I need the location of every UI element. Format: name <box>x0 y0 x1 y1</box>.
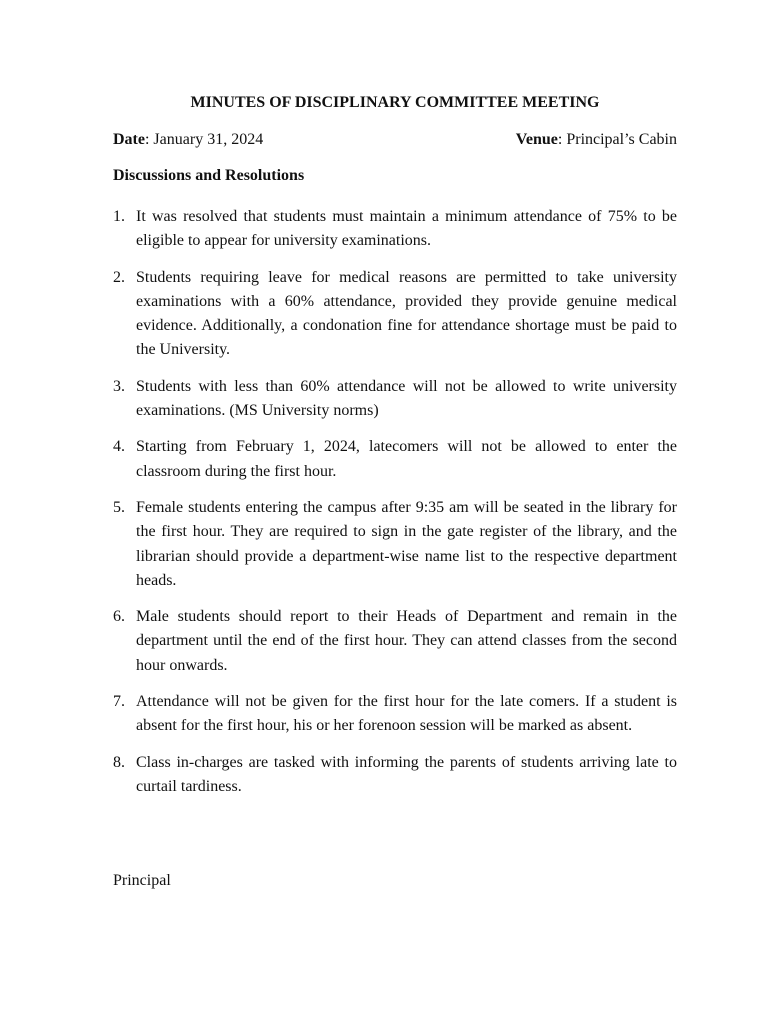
item-text: Female students entering the campus after 9:35 am will be seated in the library for the first hour. They are required to sign in the gate register of the library, and the librarian should provide a department-wise name list to the respective department heads. <box>136 498 677 589</box>
resolution-item <box>113 690 677 739</box>
resolution-list <box>113 205 677 811</box>
venue-label: Venue <box>515 131 558 148</box>
resolution-item <box>113 266 677 363</box>
item-text: Starting from February 1, 2024, latecomers will not be allowed to enter the classroom during the first hour. <box>136 438 677 480</box>
meeting-meta <box>113 131 677 149</box>
item-number: 6. <box>113 608 125 626</box>
item-number: 4. <box>113 438 125 456</box>
item-text: Students with less than 60% attendance will not be allowed to write university examinations. (MS University norms) <box>136 377 677 420</box>
item-text: Attendance will not be given for the first hour for the late comers. If a student is absent for the first hour, his or her forenoon session will be marked as absent. <box>136 693 677 735</box>
item-text: Students requiring leave for medical reasons are permitted to take university examinations with a 60% attendance, provided they provide genuine medical evidence. Additionally, a condonation fine for attendance shortage must be paid to the University. <box>136 268 677 359</box>
resolution-item <box>113 375 677 424</box>
meeting-date <box>113 131 263 149</box>
resolution-item <box>113 496 677 593</box>
item-number: 5. <box>113 498 125 516</box>
item-number: 8. <box>113 753 125 771</box>
signature-principal: Principal <box>113 872 171 889</box>
resolution-item <box>113 205 677 254</box>
item-text: It was resolved that students must maintain a minimum attendance of 75% to be eligible to appear for university examinations. <box>136 208 677 250</box>
resolution-item <box>113 751 677 800</box>
venue-value: : Principal’s Cabin <box>557 131 677 148</box>
document-title: MINUTES OF DISCIPLINARY COMMITTEE MEETING <box>190 94 600 111</box>
meeting-venue <box>516 131 677 149</box>
item-number: 3. <box>113 377 125 395</box>
section-heading: Discussions and Resolutions <box>113 167 305 184</box>
date-label: Date <box>113 131 145 148</box>
item-text: Male students should report to their Heads of Department and remain in the department until the end of the first hour. They can attend classes from the second hour onwards. <box>136 608 677 674</box>
resolution-item <box>113 605 677 678</box>
date-value: : January 31, 2024 <box>144 131 264 148</box>
item-number: 2. <box>113 268 125 286</box>
item-text: Class in-charges are tasked with informing the parents of students arriving late to curtail tardiness. <box>136 753 677 795</box>
item-number: 1. <box>113 208 125 225</box>
item-number: 7. <box>113 693 125 711</box>
resolution-item <box>113 435 677 484</box>
